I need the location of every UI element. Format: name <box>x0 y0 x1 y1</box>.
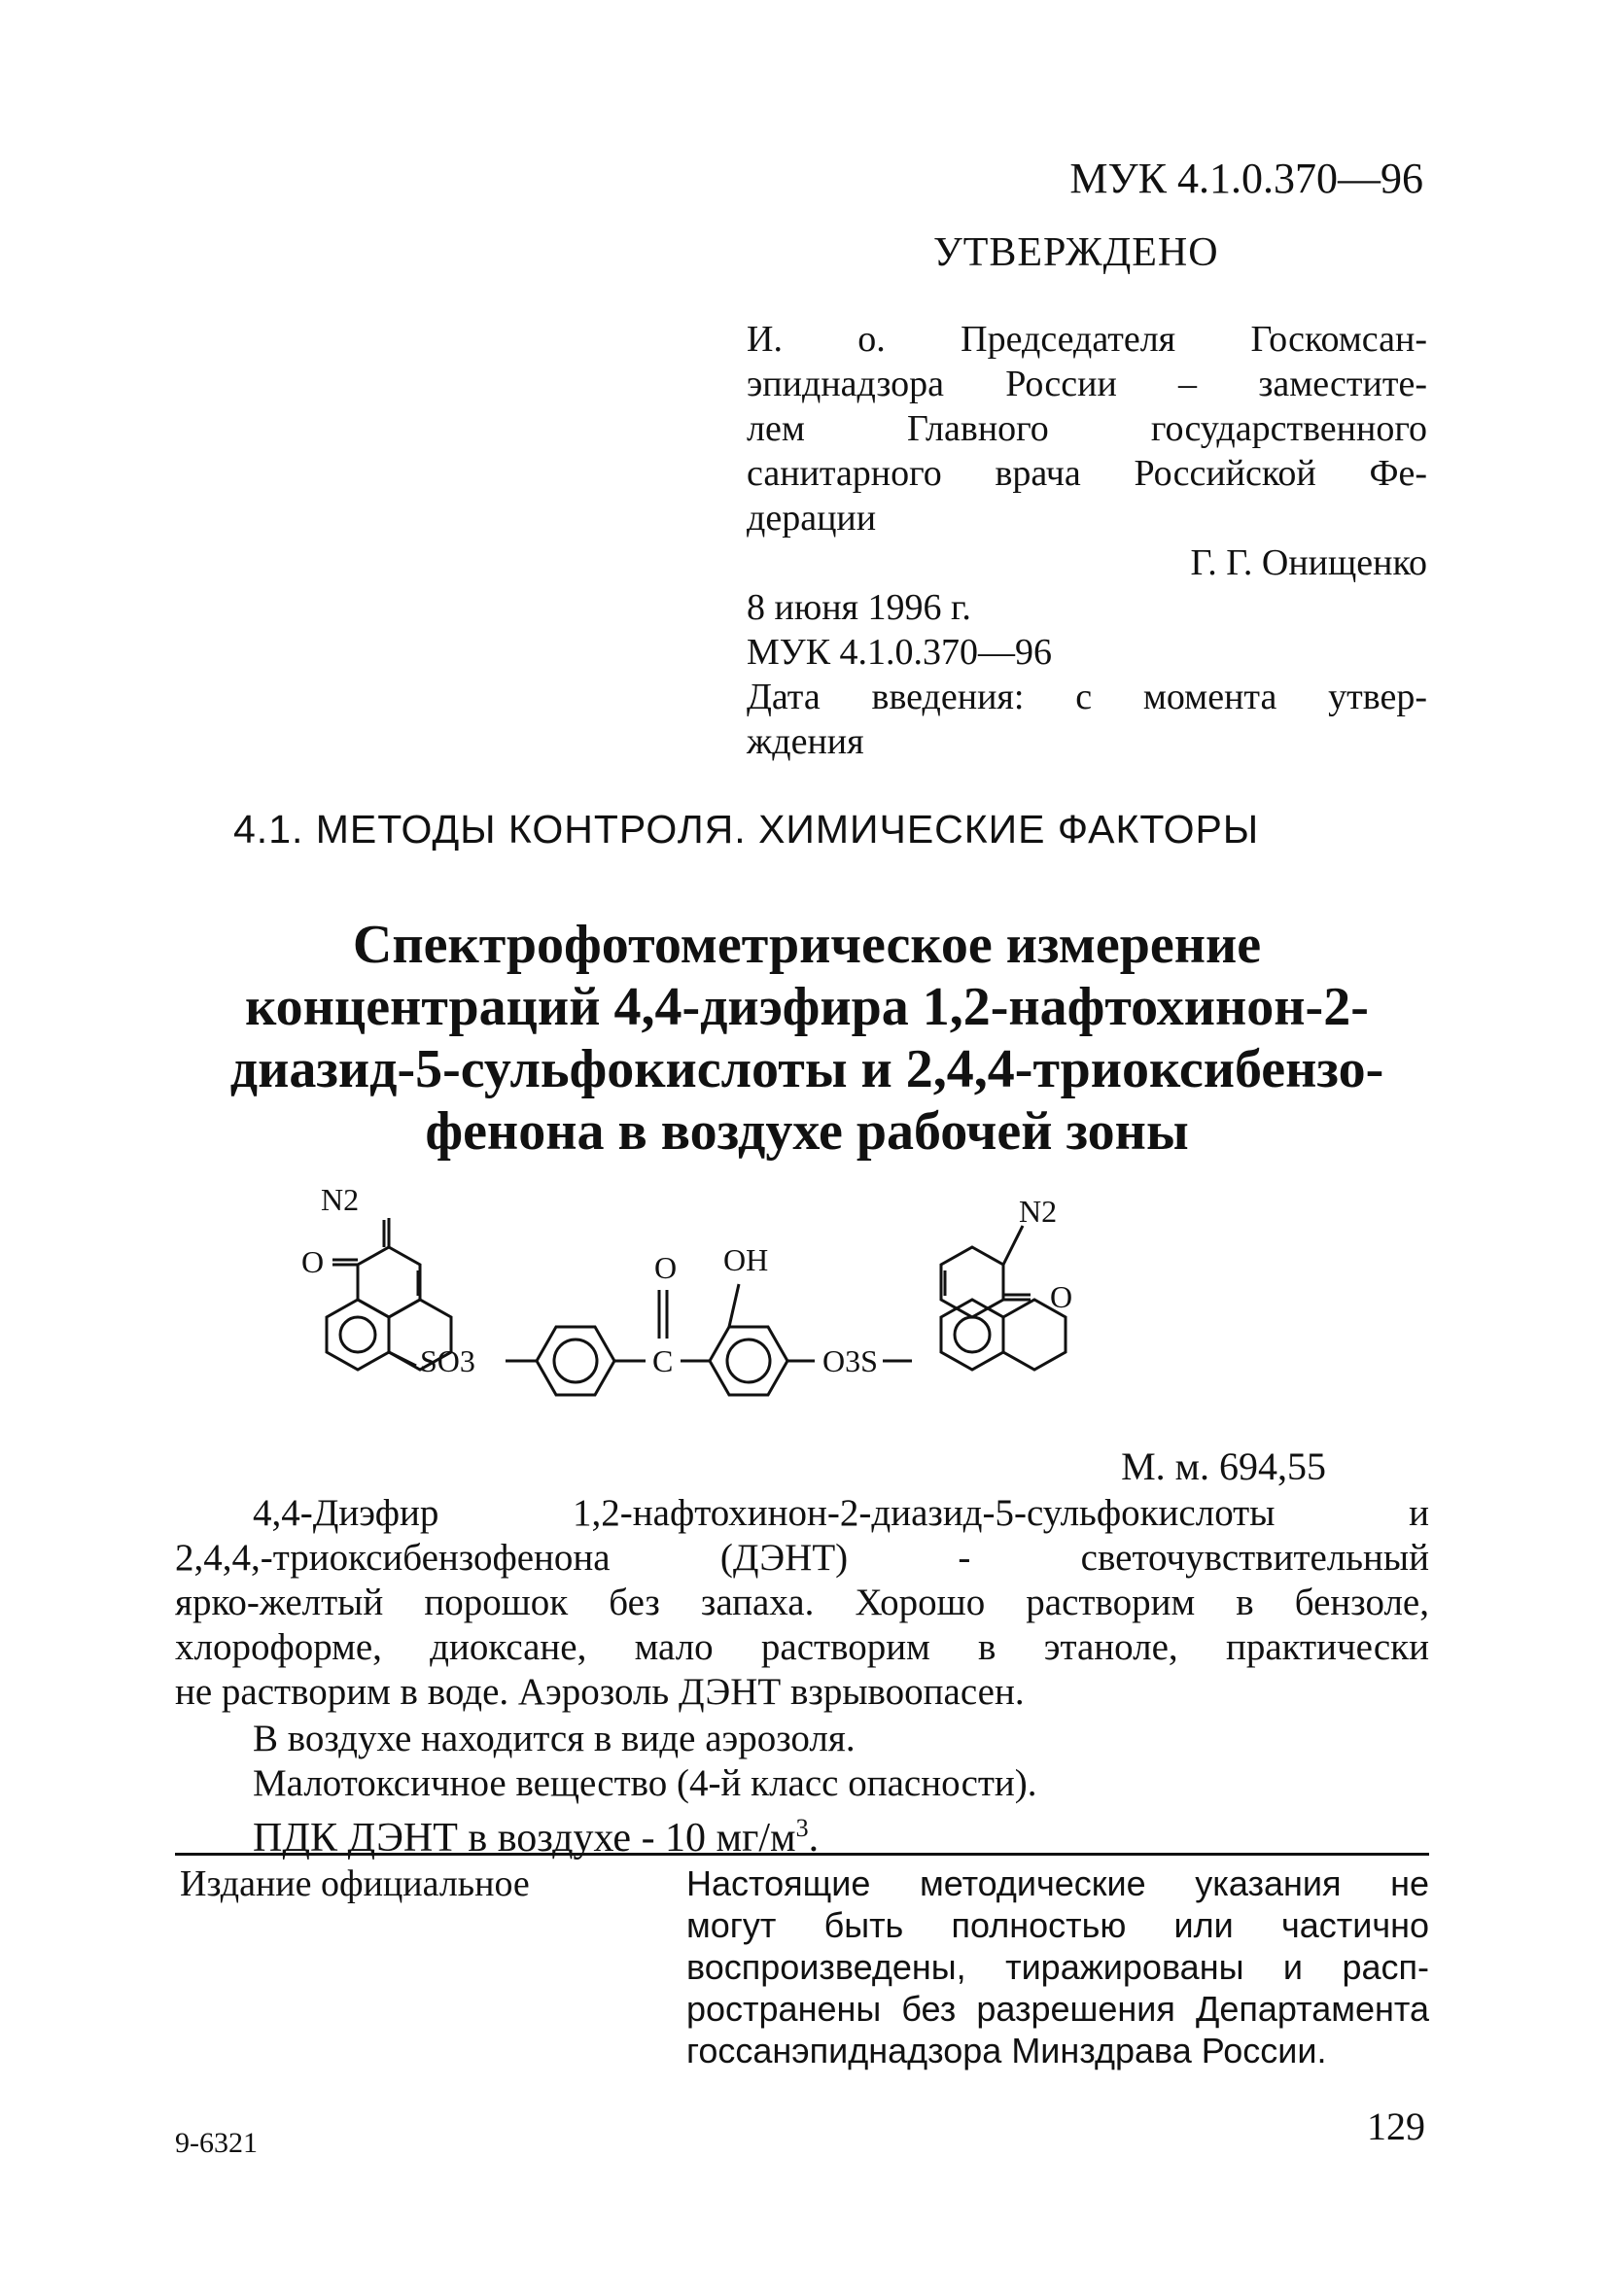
title-line: Спектрофотометрическое измерение <box>352 915 1262 975</box>
pdk-suffix: . <box>808 1816 820 1861</box>
page-number: 129 <box>1367 2105 1425 2148</box>
formula-label-oh: OH <box>723 1242 769 1277</box>
intro-date-line: Дата введения: с момента утвер- <box>747 677 1427 717</box>
notice-line: могут быть полностью или частично <box>686 1905 1429 1945</box>
description-line: 2,4,4,-триоксибензофенона (ДЭНТ) - светочувствительный <box>175 1537 1429 1579</box>
formula-label-o-right: O <box>1050 1279 1073 1314</box>
print-code: 9-6321 <box>175 2127 258 2159</box>
approved-label: УТВЕРЖДЕНО <box>933 230 1219 275</box>
toxicity-note: Малотоксичное вещество (4-й класс опасности). <box>253 1762 1037 1804</box>
approval-line: лем Главного государственного <box>747 408 1427 449</box>
approval-line: санитарного врача Российской Фе- <box>747 453 1427 494</box>
document-code: МУК 4.1.0.370—96 <box>1069 155 1423 202</box>
approval-line: И. о. Председателя Госкомсан- <box>747 319 1427 360</box>
formula-label-n2-left: N2 <box>321 1182 360 1217</box>
footer-divider <box>175 1853 1429 1856</box>
document-code-2: МУК 4.1.0.370—96 <box>747 632 1053 673</box>
formula-label-n2-right: N2 <box>1019 1194 1058 1229</box>
title-line: фенона в воздухе рабочей зоны <box>425 1101 1189 1162</box>
description-line: не растворим в воде. Аэрозоль ДЭНТ взрывоопасен. <box>175 1671 1025 1713</box>
approval-line: эпиднадзора России – заместите- <box>747 364 1427 404</box>
approval-line: дерации <box>747 498 877 539</box>
intro-date-line: ждения <box>747 721 864 762</box>
title-line: диазид-5-сульфокислоты и 2,4,4-триоксибензо- <box>229 1039 1384 1099</box>
formula-label-c: C <box>652 1343 674 1378</box>
molar-mass: М. м. 694,55 <box>1121 1444 1326 1488</box>
approval-date: 8 июня 1996 г. <box>747 587 971 628</box>
phenyl-ring-1 <box>537 1327 614 1395</box>
description <box>175 1491 1429 1715</box>
description-line: 4,4-Диэфир 1,2-нафтохинон-2-диазид-5-сульфокислоты и <box>253 1492 1429 1534</box>
approval-block <box>747 317 1427 764</box>
formula-label-o3s: O3S <box>822 1343 878 1378</box>
description-line: ярко-желтый порошок без запаха. Хорошо растворим в бензоле, <box>175 1582 1429 1623</box>
aerosol-note: В воздухе находится в виде аэрозоля. <box>253 1718 856 1759</box>
notice-line: госсанэпиднадзора Минздрава России. <box>686 2031 1327 2070</box>
formula-label-o-left: O <box>301 1244 325 1279</box>
properties <box>175 1717 1429 1861</box>
notice-line: ространены без разрешения Департамента <box>686 1989 1429 2029</box>
copyright-notice <box>686 1862 1429 2071</box>
document-title <box>175 914 1439 1163</box>
title-line: концентраций 4,4-диэфира 1,2-нафтохинон-2- <box>245 977 1369 1037</box>
section-title: 4.1. МЕТОДЫ КОНТРОЛЯ. ХИМИЧЕСКИЕ ФАКТОРЫ <box>233 807 1260 852</box>
edition-label: Издание официальное <box>180 1863 530 1904</box>
formula-label-so3: SO3 <box>420 1343 475 1378</box>
notice-line: воспроизведены, тиражированы и расп- <box>686 1947 1429 1987</box>
formula-label-o-carbonyl: O <box>654 1250 678 1285</box>
structural-formula <box>282 1171 1410 1444</box>
description-line: хлороформе, диоксане, мало растворим в этаноле, практически <box>175 1626 1429 1668</box>
pdk-text: ПДК ДЭНТ в воздухе - 10 мг/м <box>253 1816 796 1861</box>
signer-name: Г. Г. Онищенко <box>1190 542 1427 583</box>
right-naphthoquinone-ring <box>941 1226 1066 1370</box>
phenyl-ring-2 <box>710 1284 787 1395</box>
notice-line: Настоящие методические указания не <box>686 1863 1429 1903</box>
pdk-superscript: 3 <box>795 1814 809 1842</box>
